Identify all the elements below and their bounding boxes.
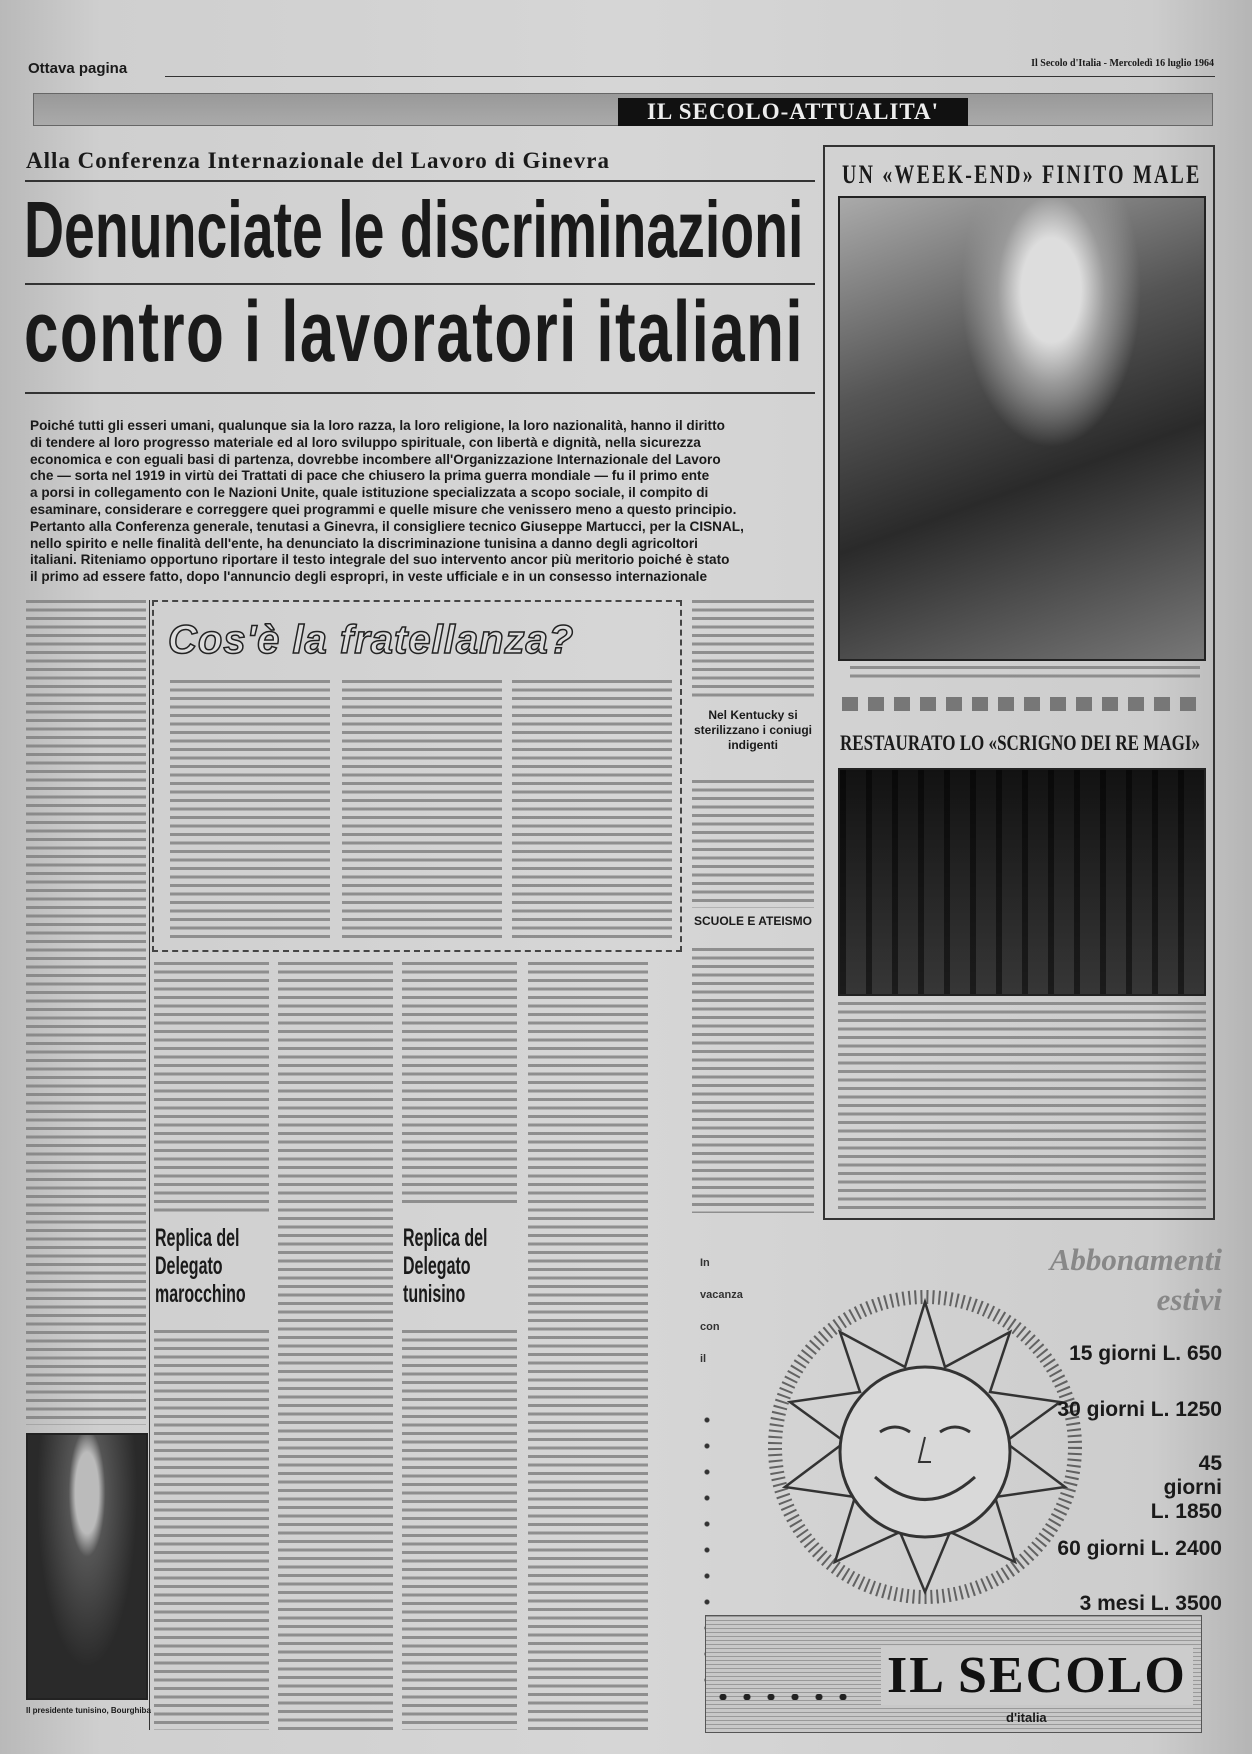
- replica-tunisino-title: Replica del Delegato tunisino: [403, 1224, 488, 1308]
- decorative-squares: [842, 697, 1202, 711]
- ad-side-word: vacanza: [700, 1289, 743, 1301]
- intro-line: esaminare, considerare e correggere quei programmi e quelle misure che venissero meno a questo principio.: [30, 501, 737, 517]
- fratellanza-title: Cos'è la fratellanza?: [168, 618, 575, 662]
- ad-title-2: estivi: [1156, 1282, 1222, 1317]
- column-rule: [149, 600, 150, 1730]
- text-column: [402, 1330, 517, 1730]
- section-label: Ottava pagina: [28, 60, 128, 77]
- banner-label: IL SECOLO-ATTUALITA': [618, 98, 968, 126]
- intro-line: economica e con eguali basi di partenza, dovrebbe incombere all'Organizzazione Internazionale del Lavoro: [30, 451, 721, 467]
- sun-illustration: [760, 1282, 1090, 1612]
- logo-subtitle: d'italia: [1006, 1710, 1047, 1725]
- intro-line: nello spirito e nelle finalità dell'ente, ha denunciato la discriminazione tunisina a danno degli agricoltori: [30, 535, 698, 551]
- header-rule: [165, 76, 1215, 77]
- masthead-date: Il Secolo d'Italia - Mercoledì 16 luglio 1964: [1031, 58, 1214, 69]
- text-column: [692, 600, 814, 702]
- price-30: 30 giorni L. 1250: [1057, 1398, 1222, 1421]
- ad-title-1: Abbonamenti: [1049, 1242, 1222, 1277]
- ad-side-word: In: [700, 1257, 710, 1269]
- intro-line: che — sorta nel 1919 in virtù dei Trattati di pace che chiusero la prima guerra mondiale — fu il primo ente: [30, 468, 710, 484]
- prince-philip-photo: [838, 196, 1206, 661]
- ad-side-word: il: [700, 1353, 707, 1365]
- logo-box: [705, 1615, 1202, 1733]
- price-60: 60 giorni L. 2400: [1057, 1537, 1222, 1560]
- ad-side-word: con: [700, 1321, 720, 1333]
- text-column: [342, 680, 502, 940]
- scuole-title: SCUOLE E ATEISMO: [693, 914, 812, 928]
- text-column: [154, 962, 269, 1217]
- photo-caption: [850, 666, 1200, 682]
- text-column: [402, 962, 517, 1207]
- headline-2: contro i lavoratori italiani: [24, 284, 805, 380]
- intro-line: il primo ad essere fatto, dopo l'annuncio degli espropri, in veste ufficiale e in un consesso internazionale: [30, 569, 708, 585]
- intro-line: di tendere al loro progresso materiale ed al loro sviluppo spirituale, con libertà e dignità, nella sicurezza: [30, 434, 701, 450]
- bourghiba-photo: [26, 1433, 148, 1700]
- price-3mesi: 3 mesi L. 3500: [1079, 1592, 1222, 1615]
- price-15: 15 giorni L. 650: [1069, 1342, 1222, 1365]
- price-45: 45 giorni L. 1850: [1150, 1452, 1222, 1523]
- divider: [25, 392, 815, 394]
- weekend-title: UN «WEEK-END» FINITO MALE: [842, 160, 1202, 189]
- logo-text: IL SECOLO: [881, 1646, 1193, 1705]
- headline-1: Denunciate le discriminazioni: [24, 185, 804, 274]
- text-column: [278, 962, 393, 1732]
- dot-leader: [711, 1694, 861, 1700]
- intro-line: italiani. Riteniamo opportuno riportare il testo integrale del suo intervento ancor più meritorio poiché è stato: [30, 552, 730, 568]
- intro-line: a porsi in collegamento con le Nazioni Unite, quale istituzione specializzata a scopo sociale, il compito di: [30, 485, 709, 501]
- text-column: [692, 780, 814, 908]
- subscription-ad: [690, 1222, 1230, 1744]
- reliquary-photo: [838, 768, 1206, 996]
- text-column: [528, 962, 648, 1732]
- kicker: Alla Conferenza Internazionale del Lavoro di Ginevra: [26, 148, 610, 173]
- magi-title: RESTAURATO LO «SCRIGNO DEI RE MAGI»: [840, 730, 1201, 755]
- text-column: [692, 948, 814, 1213]
- intro-line: Poiché tutti gli esseri umani, qualunque sia la loro razza, la loro religione, la loro nazionalità, hanno il diritto: [30, 418, 725, 433]
- replica-marocchino-title: Replica del Delegato marocchino: [155, 1224, 246, 1308]
- text-column: [26, 600, 146, 1425]
- intro-paragraph: [30, 418, 820, 586]
- text-column: [154, 1330, 269, 1730]
- text-column: [838, 1002, 1206, 1214]
- text-column: [512, 680, 672, 940]
- kentucky-title: Nel Kentucky si sterilizzano i coniugi indigenti: [693, 708, 812, 752]
- text-column: [170, 680, 330, 940]
- photo-caption: Il presidente tunisino, Bourghiba: [26, 1706, 151, 1715]
- intro-line: Pertanto alla Conferenza generale, tenutasi a Ginevra, il consigliere tecnico Giuseppe Martucci, per la CISNAL,: [30, 518, 744, 534]
